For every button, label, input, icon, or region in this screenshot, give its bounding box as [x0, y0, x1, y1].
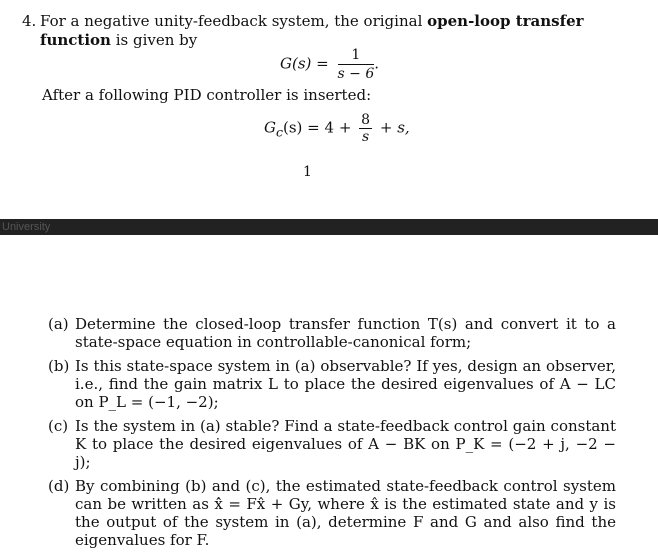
sub-question-b — [48, 357, 616, 411]
eq2-lhs: G — [264, 118, 276, 137]
intro-text-bold: open-loop transfer function — [40, 12, 584, 49]
eq1-numerator: 1 — [338, 46, 375, 65]
sub-question-text: Is the system in (a) stable? Find a state-feedback control gain constant K to place the desired eigenvalues of A − BK on P_K = (−2 + j, −2 − j); — [75, 417, 616, 471]
sub-question-label: (d) — [48, 477, 70, 495]
intro-text-pre: For a negative unity-feedback system, the original — [40, 12, 428, 30]
eq2-denominator: s — [362, 129, 370, 145]
eq2-rhs: + s, — [379, 118, 410, 137]
sub-question-label: (a) — [48, 315, 69, 333]
eq2-lhs-rest: (s) = 4 + — [283, 118, 352, 137]
watermark-text: University — [2, 221, 51, 233]
after-text: After a following PID controller is inserted: — [42, 86, 372, 104]
eq1-tail: . — [374, 54, 380, 73]
pid-controller-equation — [264, 112, 410, 145]
page-separator-bar — [0, 219, 658, 235]
eq1-lhs: G(s) = — [280, 54, 329, 73]
sub-question-text: Is this state-space system in (a) observable? If yes, design an observer, i.e., find the gain matrix L to place the desired eigenvalues of A − LC on P_L = (−1, −2); — [75, 357, 616, 411]
page-number: 1 — [303, 164, 312, 180]
sub-question-c — [48, 417, 616, 471]
sub-question-text: Determine the closed-loop transfer function T(s) and convert it to a state-space equation in controllable-canonical form; — [75, 315, 616, 351]
eq2-numerator: 8 — [361, 112, 371, 128]
sub-question-d — [48, 477, 616, 549]
sub-question-label: (b) — [48, 357, 70, 375]
sub-question-text: By combining (b) and (c), the estimated state-feedback control system can be written as x̂̇ = Fx̂ + Gy, where x̂ is the estimated state and y is the output of the system in (a), determine F and G and also find the eigenvalues for F. — [75, 477, 616, 549]
eq2-subscript: c — [275, 124, 283, 140]
intro-text-post: is given by — [110, 31, 198, 49]
sub-question-a — [48, 315, 616, 351]
question-number: 4. — [22, 12, 37, 30]
eq1-fraction — [338, 46, 375, 83]
sub-question-list — [48, 315, 616, 555]
eq2-fraction — [359, 112, 372, 145]
transfer-function-equation — [280, 46, 379, 83]
eq1-denominator: s − 6 — [337, 66, 375, 82]
question-intro — [40, 12, 618, 50]
sub-question-label: (c) — [48, 417, 69, 435]
